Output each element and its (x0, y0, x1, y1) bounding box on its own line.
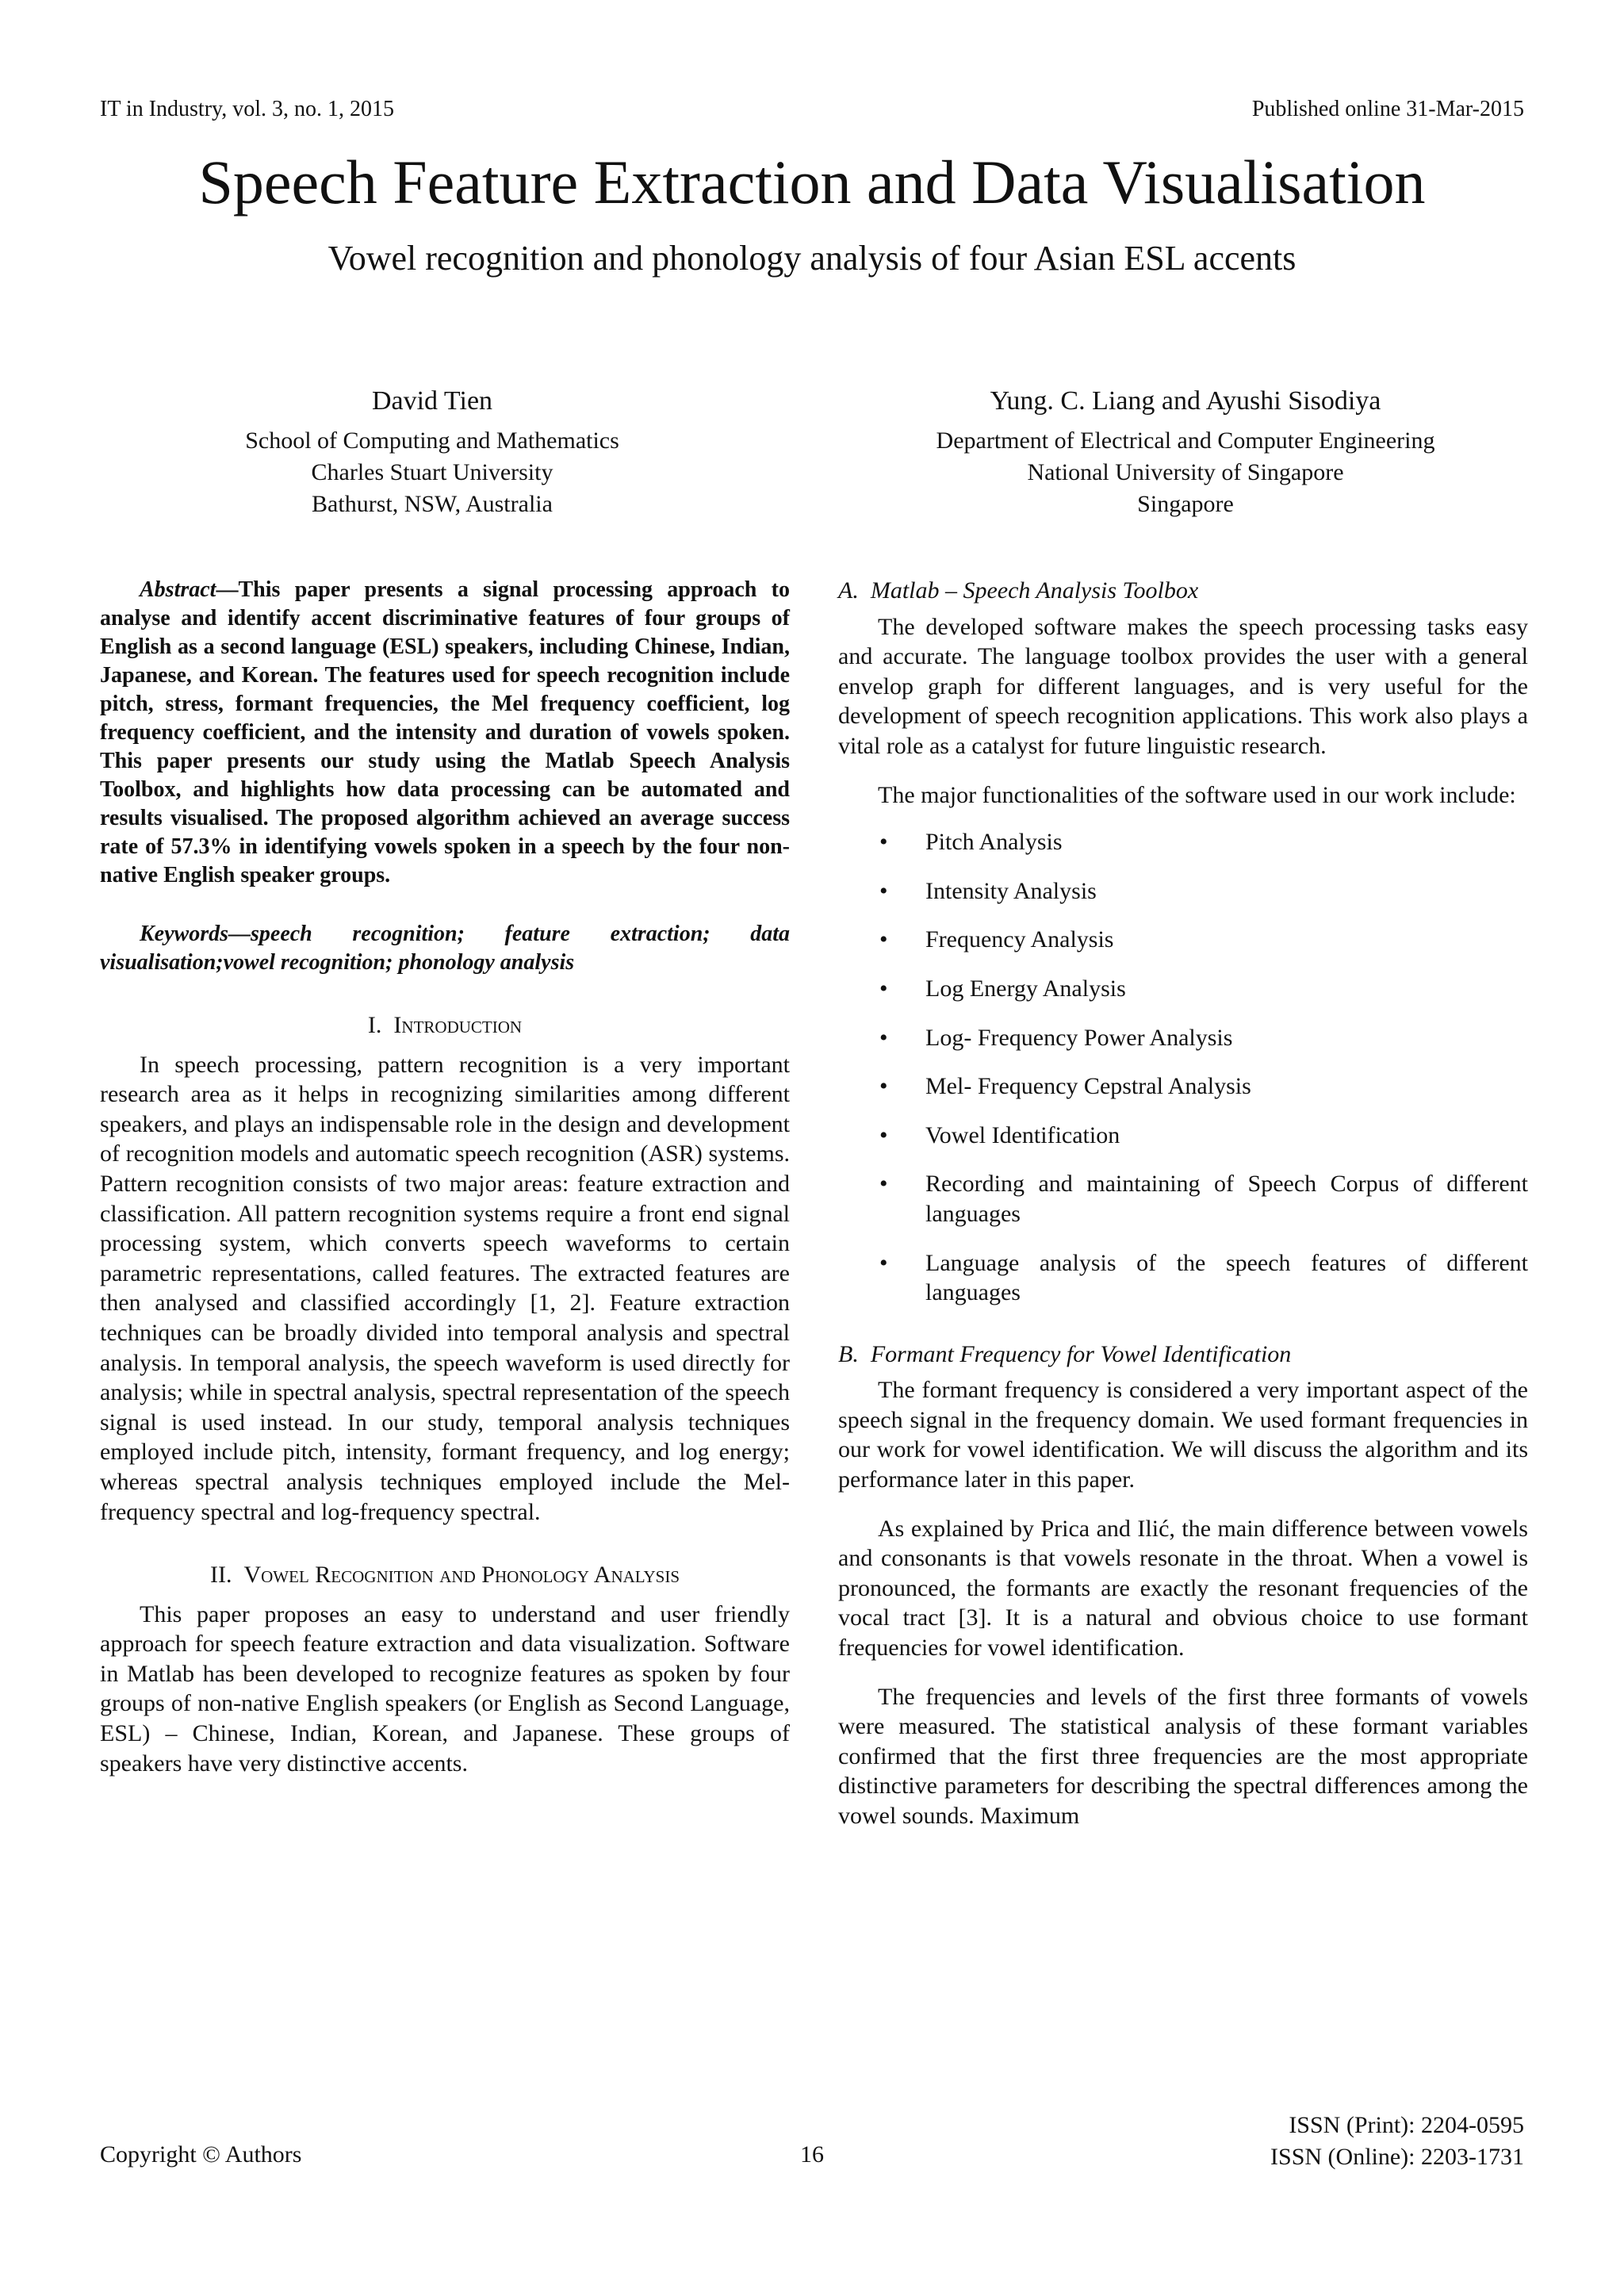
author-affiliation-line: Bathurst, NSW, Australia (312, 491, 553, 517)
toolbox-paragraph: The developed software makes the speech processing tasks easy and accurate. The language toolbox provides the user with a general envelop graph for different languages, and is very useful for the development of speech recognition applications. This work also plays a vital role as a catalyst for future linguistic research. (838, 613, 1528, 759)
functionality-list (838, 827, 1528, 1308)
list-item: • Recording and maintaining of Speech Corpus of different languages (879, 1171, 1528, 1227)
section-title: Vowel Recognition and Phonology Analysis (243, 1562, 680, 1589)
author-affiliation-line: Singapore (1137, 491, 1234, 517)
author-name: David Tien (371, 386, 493, 416)
section-number: II. (209, 1562, 232, 1589)
bullet-icon: • (879, 926, 888, 953)
author-affiliation-line: School of Computing and Mathematics (245, 427, 619, 454)
copyright-notice: Copyright © Authors (100, 2141, 302, 2168)
list-item: • Language analysis of the speech features of different languages (879, 1249, 1528, 1306)
subsection-title: Matlab – Speech Analysis Toolbox (870, 577, 1199, 604)
bullet-icon: • (879, 1024, 888, 1051)
publication-date: Published online 31-Mar-2015 (1251, 97, 1524, 121)
list-item: • Intensity Analysis (838, 876, 1528, 907)
keywords-text: speech recognition; feature extraction; data visualisation;vowel recognition; phonology analysis (100, 922, 790, 975)
author-block-2 (829, 382, 1542, 520)
left-column (100, 576, 790, 1778)
list-item: • Vowel Identification (838, 1121, 1528, 1151)
abstract (100, 576, 790, 890)
author-name: Yung. C. Liang and Ayushi Sisodiya (990, 386, 1381, 416)
bullet-icon: • (879, 1171, 888, 1198)
formant-paragraph-2: As explained by Prica and Ilić, the main difference between vowels and consonants is that vowels resonate in the throat. When a vowel is pronounced, the formants are exactly the resonant frequencies of the vocal tract [3]. It is a natural and obvious choice to use formant frequencies for vowel identification. (838, 1515, 1528, 1662)
subsection-heading-formant (838, 1340, 1528, 1370)
keywords (100, 920, 790, 977)
abstract-dash: — (216, 577, 239, 602)
list-item: • Frequency Analysis (838, 925, 1528, 955)
page-number: 16 (800, 2141, 824, 2168)
formant-paragraph-1: The formant frequency is considered a very important aspect of the speech signal in the frequency domain. We used formant frequencies in our work for vowel identification. We will discuss the algorithm and its performance later in this paper. (838, 1377, 1528, 1493)
keywords-label: Keywords (140, 922, 228, 946)
bullet-icon: • (879, 1249, 888, 1276)
list-item: • Pitch Analysis (838, 827, 1528, 857)
introduction-paragraph: In speech processing, pattern recognition is a very important research area as it helps in recognizing similarities among different speakers, and plays an indispensable role in the design and development of recognition models and automatic speech recognition (ASR) systems. Pattern recognition consists of two major areas: feature extraction and classification. All pattern recognition systems require a front end signal processing system, which converts speech waveforms to certain parametric representations, called features. The extracted features are then analysed and classified accordingly [1, 2]. Feature extraction techniques can be broadly divided into temporal analysis and spectral analysis. In temporal analysis, the speech waveform is used directly for analysis; while in spectral analysis, spectral representation of the speech signal is used instead. In our study, temporal analysis techniques employed include pitch, intensity, formant frequency, and log energy; whereas spectral analysis techniques employed include the Mel-frequency spectral and log-frequency spectral. (100, 1051, 790, 1525)
author-affiliation-line: Department of Electrical and Computer Engineering (936, 427, 1435, 454)
list-item: • Log- Frequency Power Analysis (838, 1023, 1528, 1053)
formant-paragraph-3: The frequencies and levels of the first three formants of vowels were measured. The statistical analysis of these formant variables confirmed that the first three frequencies are the most appropriate distinctive parameters for describing the spectral differences among the vowel sounds. Maximum (838, 1683, 1528, 1829)
issn-online: ISSN (Online): 2203-1731 (1270, 2144, 1524, 2170)
issn-print: ISSN (Print): 2204-0595 (1289, 2112, 1524, 2138)
bullet-icon: • (879, 1121, 888, 1148)
author-affiliation-line: Charles Stuart University (311, 459, 553, 485)
subsection-heading-toolbox (838, 576, 1528, 606)
subsection-label: B. (838, 1340, 859, 1367)
keywords-dash: — (228, 922, 251, 946)
issn-block (1270, 2110, 1524, 2173)
abstract-label: Abstract (140, 577, 216, 602)
bullet-icon: • (879, 975, 888, 1002)
list-item: • Log Energy Analysis (838, 974, 1528, 1004)
section-heading-vowel-recognition (100, 1560, 790, 1590)
author-affiliation-line: National University of Singapore (1027, 459, 1344, 485)
paper-title: Speech Feature Extraction and Data Visualisation (198, 148, 1426, 217)
list-item: • Mel- Frequency Cepstral Analysis (838, 1071, 1528, 1102)
section-title: Introduction (393, 1012, 523, 1038)
abstract-text: This paper presents a signal processing approach to analyse and identify accent discriminative features of four groups of English as a second language (ESL) speakers, including Chinese, Indian, Japanese, and Korean. The features used for speech recognition include pitch, stress, formant frequencies, the Mel frequency coefficient, log frequency coefficient, and the intensity and duration of vowels spoken. This paper presents our study using the Matlab Speech Analysis Toolbox, and highlights how data processing can be automated and results visualised. The proposed algorithm achieved an average success rate of 57.3% in identifying vowels spoken in a speech by the four non-native English speaker groups. (100, 577, 790, 887)
section-heading-introduction (100, 1010, 790, 1041)
functionalities-intro: The major functionalities of the software used in our work include: (878, 781, 1516, 808)
right-column (838, 576, 1528, 1831)
bullet-icon: • (879, 829, 888, 856)
subsection-label: A. (838, 577, 859, 604)
vowel-recognition-paragraph: This paper proposes an easy to understand and user friendly approach for speech feature extraction and data visualization. Software in Matlab has been developed to recognize features as spoken by four groups of non-native English speakers (or English as Second Language, ESL) – Chinese, Indian, Korean, and Japanese. These groups of speakers have very distinctive accents. (100, 1600, 790, 1777)
subsection-title: Formant Frequency for Vowel Identification (870, 1340, 1292, 1367)
bullet-icon: • (879, 1073, 888, 1100)
bullet-icon: • (879, 877, 888, 904)
paper-subtitle: Vowel recognition and phonology analysis of four Asian ESL accents (327, 239, 1297, 278)
author-block-1 (75, 382, 789, 520)
journal-header: IT in Industry, vol. 3, no. 1, 2015 (100, 97, 394, 121)
section-number: I. (367, 1012, 382, 1038)
